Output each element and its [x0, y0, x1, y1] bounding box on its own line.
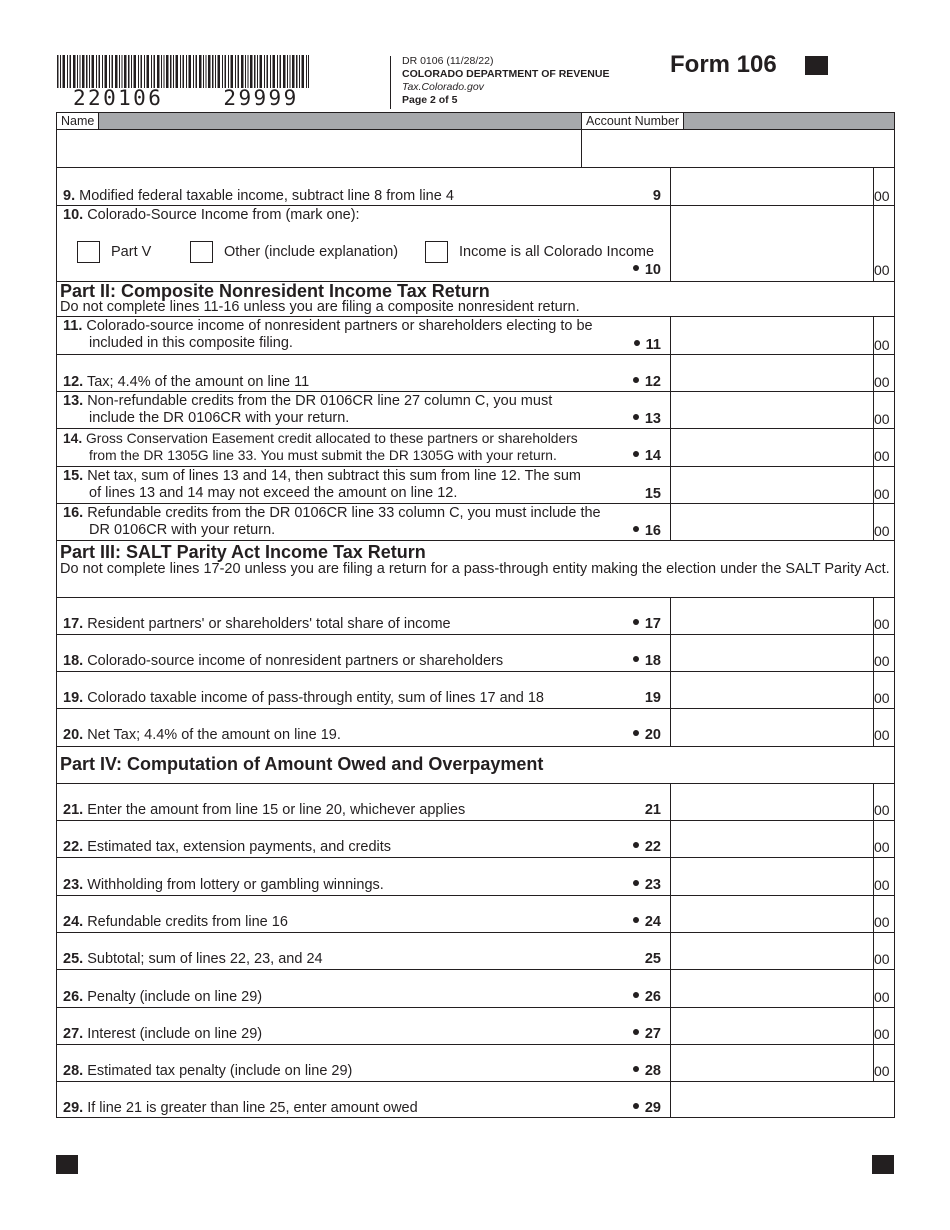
- line-19-label: 19. Colorado taxable income of pass-through entity, sum of lines 17 and 18: [63, 690, 544, 706]
- line-28-label: 28. Estimated tax penalty (include on line 29): [63, 1063, 353, 1079]
- corner-marker-bottom-right: [872, 1155, 894, 1174]
- line-18-cents: 00: [874, 653, 890, 669]
- part-2-title: Part II: Composite Nonresident Income Tax Return: [60, 281, 490, 301]
- line-25-input[interactable]: [671, 933, 873, 969]
- line-12-cents: 00: [874, 374, 890, 390]
- form-code: DR 0106 (11/28/22): [402, 55, 494, 67]
- required-bullet-icon: [633, 451, 639, 457]
- line-20-number: 20: [597, 727, 661, 744]
- line-11-cents: 00: [874, 337, 890, 353]
- line-23-cents: 00: [874, 877, 890, 893]
- line-13-input[interactable]: [671, 392, 873, 428]
- line-29-input[interactable]: [671, 1082, 894, 1117]
- department-name: COLORADO DEPARTMENT OF REVENUE: [402, 68, 610, 80]
- account-header: [581, 113, 894, 130]
- required-bullet-icon: [633, 730, 639, 736]
- part-v-checkbox[interactable]: [77, 241, 100, 263]
- barcode: [57, 55, 309, 88]
- line-22-cents: 00: [874, 839, 890, 855]
- line-26-number: 26: [597, 989, 661, 1006]
- line-10-input[interactable]: [671, 206, 873, 281]
- required-bullet-icon: [633, 265, 639, 271]
- line-17-label: 17. Resident partners' or shareholders' total share of income: [63, 616, 451, 632]
- line-21-cents: 00: [874, 802, 890, 818]
- line-26-label: 26. Penalty (include on line 29): [63, 989, 263, 1005]
- line-29-number: 29: [597, 1100, 661, 1117]
- line-16-label: 16. Refundable credits from the DR 0106CR line 33 column C, you must include the DR 0106CR with your return.: [63, 505, 601, 538]
- required-bullet-icon: [633, 842, 639, 848]
- name-input[interactable]: [57, 130, 581, 167]
- line-9-input[interactable]: [671, 168, 873, 205]
- line-15-number: 15: [644, 486, 661, 502]
- line-10-cents: 00: [874, 262, 890, 278]
- line-20-input[interactable]: [671, 709, 873, 746]
- line-15-label: 15. Net tax, sum of lines 13 and 14, then subtract this sum from line 12. The sum of lines 13 and 14 may not exceed the amount on line 12.: [63, 468, 581, 501]
- line-28-input[interactable]: [671, 1045, 873, 1081]
- line-21-label: 21. Enter the amount from line 15 or line 20, whichever applies: [63, 802, 466, 818]
- line-25-cents: 00: [874, 951, 890, 967]
- line-14-label: 14. Gross Conservation Easement credit allocated to these partners or shareholders from the DR 1305G line 33. You must submit the DR 1305G with your return.: [63, 431, 578, 463]
- line-24-label: 24. Refundable credits from line 16: [63, 914, 288, 930]
- required-bullet-icon: [633, 377, 639, 383]
- line-24-number: 24: [597, 914, 661, 931]
- form-title: Form 106: [670, 51, 777, 78]
- line-11-number: 11: [597, 337, 661, 354]
- line-19-number: 19: [644, 690, 661, 706]
- name-label: Name: [57, 113, 99, 129]
- other-checkbox[interactable]: [190, 241, 213, 263]
- line-10-number: 10: [597, 262, 661, 279]
- line-11-input[interactable]: [671, 317, 873, 354]
- line-20-label: 20. Net Tax; 4.4% of the amount on line 19.: [63, 727, 341, 743]
- line-12-label: 12. Tax; 4.4% of the amount on line 11: [63, 374, 310, 390]
- line-14-input[interactable]: [671, 429, 873, 466]
- line-12-number: 12: [597, 374, 661, 391]
- line-10-label: 10. Colorado-Source Income from (mark one):: [63, 207, 360, 223]
- line-13-number: 13: [597, 411, 661, 428]
- line-17-number: 17: [597, 616, 661, 633]
- line-25-label: 25. Subtotal; sum of lines 22, 23, and 24: [63, 951, 323, 967]
- header-info: [402, 55, 609, 107]
- line-12-input[interactable]: [671, 355, 873, 391]
- barcode-number: 220106 29999: [73, 86, 299, 110]
- website: Tax.Colorado.gov: [402, 81, 484, 93]
- line-19-input[interactable]: [671, 672, 873, 708]
- line-27-label: 27. Interest (include on line 29): [63, 1026, 263, 1042]
- corner-marker-top: [805, 56, 828, 75]
- line-27-input[interactable]: [671, 1008, 873, 1044]
- line-22-number: 22: [597, 839, 661, 856]
- required-bullet-icon: [633, 880, 639, 886]
- required-bullet-icon: [633, 1066, 639, 1072]
- line-22-label: 22. Estimated tax, extension payments, and credits: [63, 839, 392, 855]
- account-label: Account Number: [582, 113, 684, 129]
- line-15-input[interactable]: [671, 467, 873, 503]
- part-4-title: Part IV: Computation of Amount Owed and Overpayment: [60, 754, 544, 774]
- required-bullet-icon: [633, 656, 639, 662]
- line-22-input[interactable]: [671, 821, 873, 857]
- name-header: [57, 113, 581, 130]
- part-3-note: Do not complete lines 17-20 unless you are filing a return for a pass-through entity making the election under the SALT Parity Act.: [60, 561, 890, 577]
- line-26-input[interactable]: [671, 970, 873, 1007]
- line-25-number: 25: [644, 951, 661, 967]
- part-v-label: Part V: [111, 244, 152, 260]
- required-bullet-icon: [633, 992, 639, 998]
- all-colorado-checkbox[interactable]: [425, 241, 448, 263]
- part-3-title: Part III: SALT Parity Act Income Tax Return: [60, 542, 426, 562]
- line-14-number: 14: [597, 448, 661, 465]
- line-14-cents: 00: [874, 448, 890, 464]
- line-17-input[interactable]: [671, 598, 873, 634]
- line-28-number: 28: [597, 1063, 661, 1080]
- line-27-cents: 00: [874, 1026, 890, 1042]
- line-21-input[interactable]: [671, 784, 873, 820]
- line-13-cents: 00: [874, 411, 890, 427]
- line-9-label: 9. Modified federal taxable income, subtract line 8 from line 4: [63, 188, 454, 204]
- required-bullet-icon: [633, 917, 639, 923]
- line-18-input[interactable]: [671, 635, 873, 671]
- line-19-cents: 00: [874, 690, 890, 706]
- line-24-cents: 00: [874, 914, 890, 930]
- all-colorado-label: Income is all Colorado Income: [459, 244, 655, 260]
- line-24-input[interactable]: [671, 896, 873, 932]
- line-16-cents: 00: [874, 523, 890, 539]
- required-bullet-icon: [633, 1029, 639, 1035]
- line-9-cents: 00: [874, 188, 890, 204]
- line-16-number: 16: [597, 523, 661, 540]
- required-bullet-icon: [633, 619, 639, 625]
- other-label: Other (include explanation): [224, 244, 399, 260]
- line-20-cents: 00: [874, 727, 890, 743]
- required-bullet-icon: [633, 414, 639, 420]
- line-13-label: 13. Non-refundable credits from the DR 0106CR line 27 column C, you must include the DR 0106CR with your return.: [63, 393, 553, 426]
- line-16-input[interactable]: [671, 504, 873, 540]
- required-bullet-icon: [634, 340, 640, 346]
- line-26-cents: 00: [874, 989, 890, 1005]
- line-18-label: 18. Colorado-source income of nonresident partners or shareholders: [63, 653, 504, 669]
- line-28-cents: 00: [874, 1063, 890, 1079]
- account-number-input[interactable]: [582, 130, 894, 167]
- line-18-number: 18: [597, 653, 661, 670]
- line-9-number: 9: [652, 188, 661, 204]
- line-23-input[interactable]: [671, 858, 873, 895]
- line-23-label: 23. Withholding from lottery or gambling winnings.: [63, 877, 384, 893]
- line-27-number: 27: [597, 1026, 661, 1043]
- required-bullet-icon: [633, 526, 639, 532]
- line-17-cents: 00: [874, 616, 890, 632]
- line-21-number: 21: [644, 802, 661, 818]
- required-bullet-icon: [633, 1103, 639, 1109]
- page-number: Page 2 of 5: [402, 94, 458, 106]
- form-body: [56, 112, 895, 1118]
- corner-marker-bottom-left: [56, 1155, 78, 1174]
- line-11-label: 11. Colorado-source income of nonresident partners or shareholders electing to be included in this composite filing.: [63, 318, 593, 351]
- line-23-number: 23: [597, 877, 661, 894]
- line-29-label: 29. If line 21 is greater than line 25, enter amount owed: [63, 1100, 418, 1116]
- part-2-note: Do not complete lines 11-16 unless you are filing a composite nonresident return.: [60, 299, 580, 315]
- header-divider: [390, 56, 391, 109]
- line-15-cents: 00: [874, 486, 890, 502]
